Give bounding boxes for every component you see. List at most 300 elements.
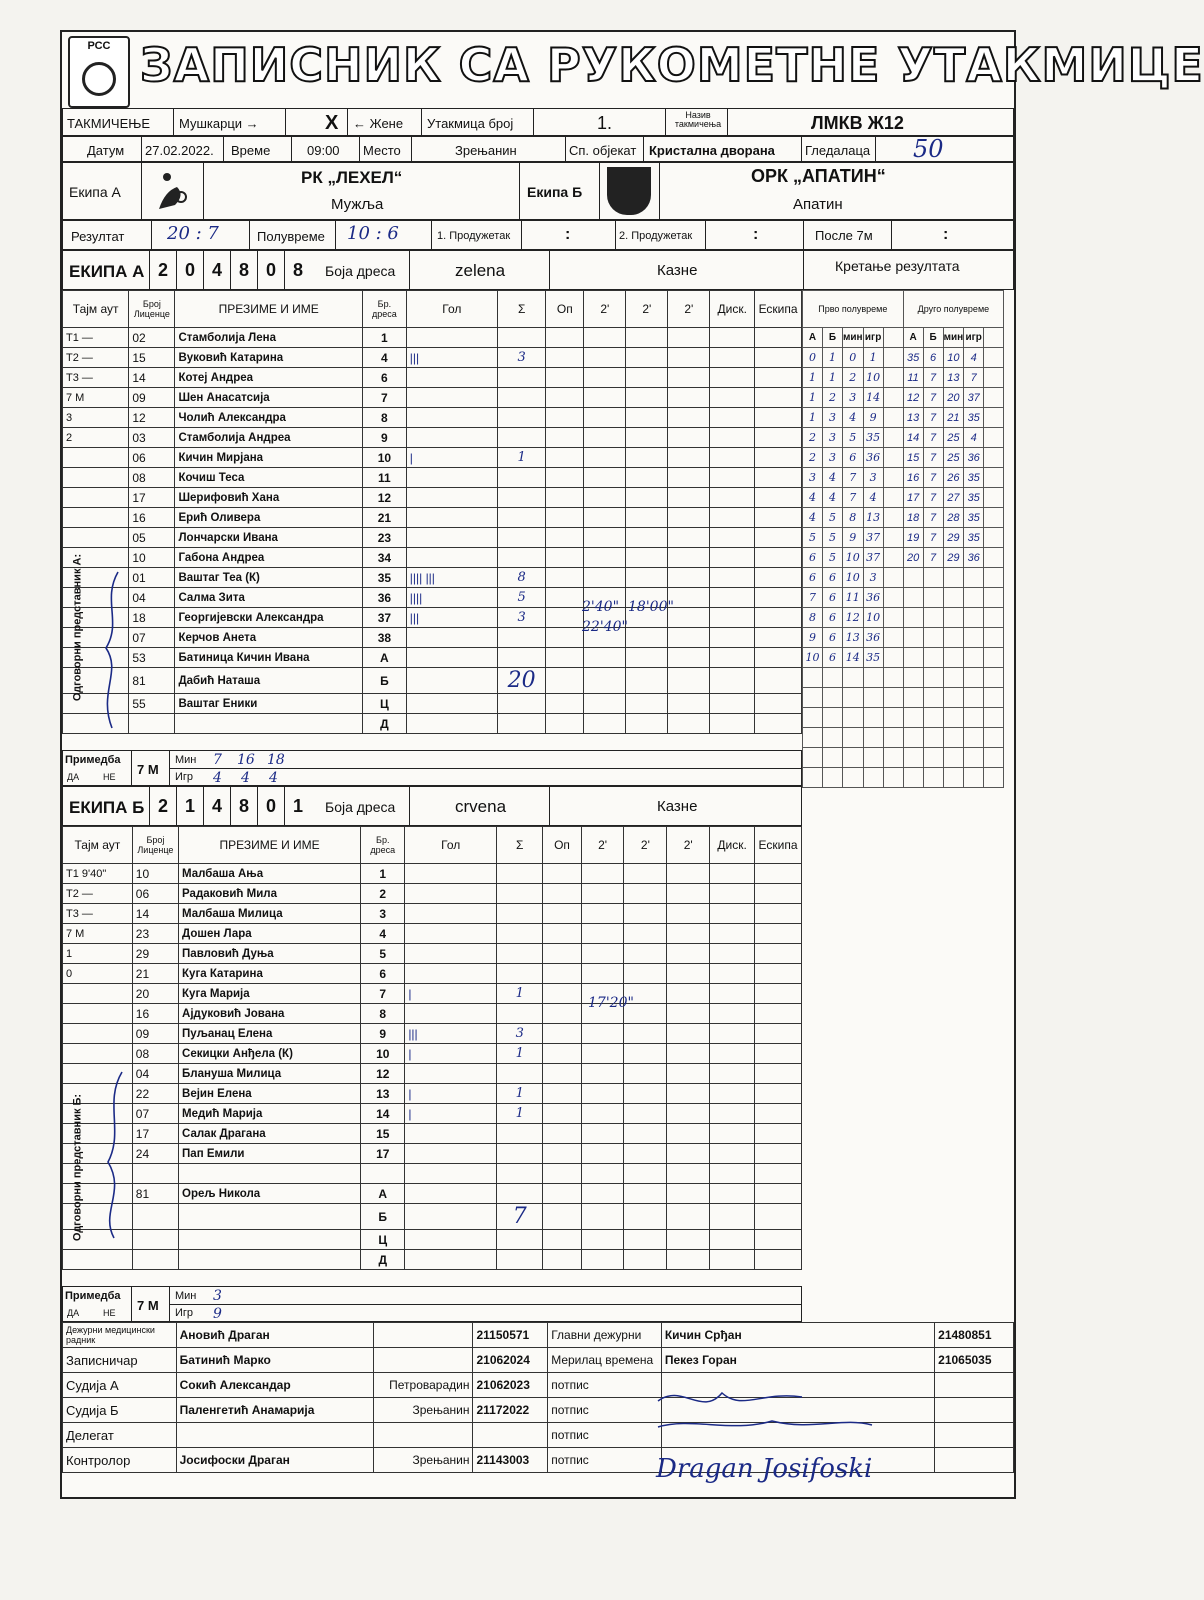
penalty-cell [626,448,668,468]
table-row [63,428,802,448]
jersey-no: 11 [362,468,406,488]
progress-cell: 11 [903,368,923,388]
penalty-cell [755,1184,802,1204]
penalty-cell [624,1064,667,1084]
jersey-no: 1 [362,328,406,348]
penalty-cell [668,608,710,628]
penalty-cell [626,628,668,648]
rep-a-signature [92,552,132,732]
progress-cell: 4 [803,508,823,528]
penalty-cell [755,1204,802,1230]
goal-sum [497,428,545,448]
progress-label: Кретање резултата [835,258,960,274]
note-b-label: Примедба [65,1290,121,1302]
penalty-cell [710,1250,755,1270]
penalty-cell [546,694,584,714]
official-role2: потпис [548,1373,662,1398]
timeout-cell: 7 M [63,924,133,944]
progress-cell: 29 [943,528,964,548]
licence-cell: 04 [129,588,175,608]
penalty-cell [667,1204,710,1230]
official-role2: потпис [548,1423,662,1448]
progress-cell: 6 [803,548,823,568]
goal-tally [406,508,497,528]
penalty-cell [755,508,802,528]
min-a-label: Мин [175,754,197,766]
table-row [63,368,802,388]
penalty-cell [667,884,710,904]
penalty-cell [546,588,584,608]
penalty-cell [546,548,584,568]
penalty-cell [710,488,755,508]
jersey-no: Б [361,1204,405,1230]
penalty-cell [668,588,710,608]
table-row [63,904,802,924]
penalty-cell [546,528,584,548]
penalty-cell [584,328,626,348]
penalty-cell [710,508,755,528]
progress-cell [823,768,843,788]
player-name: Малбаша Ања [179,864,361,884]
progress-cell: 6 [823,628,843,648]
licence-cell: 02 [129,328,175,348]
table-row [63,528,802,548]
penalty-cell [546,408,584,428]
player-name: Лончарски Ивана [175,528,363,548]
goal-sum [497,388,545,408]
jersey-no: 17 [361,1144,405,1164]
penalty-cell [543,944,581,964]
team-a-note [62,750,802,786]
goal-sum [497,694,545,714]
penalty-cell [755,944,802,964]
table-row [63,944,802,964]
player-name: Ваштаг Теа (К) [175,568,363,588]
progress-cell: 37 [863,548,883,568]
progress-cell: 3 [823,428,843,448]
table-row [63,1250,802,1270]
progress-cell [984,348,1004,368]
jersey-no: 37 [362,608,406,628]
progress-cell: 14 [863,388,883,408]
progress-cell [923,728,943,748]
timeout-cell: 2 [63,428,129,448]
penalty-cell [668,328,710,348]
goal-tally [405,924,497,944]
progress-cell [803,768,823,788]
progress-row [803,748,1004,768]
player-name: Шен Анасатсија [175,388,363,408]
penalty-cell [543,1250,581,1270]
team-a-code-digit: 0 [257,251,284,289]
penalty-cell [667,1004,710,1024]
penalty-cell [755,388,802,408]
progress-cell [903,668,923,688]
penalty-cell [581,944,624,964]
progress-cell [943,568,964,588]
seven-m-b: 7 М [137,1298,159,1313]
progress-row [803,728,1004,748]
goal-tally [406,714,497,734]
progress-cell [843,748,864,768]
progress-cell [984,728,1004,748]
igr-b-label: Игр [175,1307,194,1319]
player-name: Салак Драгана [179,1124,361,1144]
progress-cell: 36 [964,548,984,568]
penalty-cell [755,628,802,648]
progress-cell [823,708,843,728]
progress-cell [883,568,903,588]
progress-cell [883,768,903,788]
licence-cell: 08 [132,1044,178,1064]
jersey-no: Д [362,714,406,734]
table-row [63,588,802,608]
licence-cell: 55 [129,694,175,714]
penalty-cell [710,1044,755,1064]
penalty-cell [667,1084,710,1104]
progress-cell: 7 [923,508,943,528]
penalty-cell [624,1084,667,1104]
progress-cell: 13 [843,628,864,648]
penalty-cell [668,648,710,668]
place: Зрењанин [455,143,517,158]
min-b-1: 3 [213,1288,222,1304]
progress-cell [843,708,864,728]
penalty-cell [581,904,624,924]
goal-tally: | [405,984,497,1004]
penalty-cell [710,694,755,714]
team-b-code-digit: 8 [230,787,257,825]
penalty-cell [755,904,802,924]
timeout-cell: 1 [63,944,133,964]
progress-cell: 6 [823,608,843,628]
page-title: ЗАПИСНИК СА РУКОМЕТНЕ УТАКМИЦЕ [140,38,1204,92]
result-value: 20 : 7 [167,223,219,244]
progress-cell [883,628,903,648]
official-role2: потпис [548,1398,662,1423]
igr-a-2: 4 [241,770,250,786]
goal-sum [497,904,543,924]
penalty-cell [668,628,710,648]
progress-cell: 1 [803,388,823,408]
goal-sum [497,1164,543,1184]
table-row [63,1084,802,1104]
penalty-cell [543,1144,581,1164]
goal-sum [497,508,545,528]
penalty-cell [626,348,668,368]
note-a-label: Примедба [65,754,121,766]
player-name: Пап Емили [179,1144,361,1164]
jersey-no: 7 [361,984,405,1004]
jersey-no: 21 [362,508,406,528]
penalty-cell [584,348,626,368]
progress-cell [923,608,943,628]
jersey-b-label: Боја дреса [325,799,396,815]
penalty-cell [546,468,584,488]
goal-sum [497,328,545,348]
progress-cell: 7 [843,468,864,488]
penalty-cell [581,1024,624,1044]
progress-cell: 7 [923,488,943,508]
penalty-cell [667,924,710,944]
penalty-cell [584,568,626,588]
penalty-cell [710,428,755,448]
progress-cell [803,728,823,748]
place-label: Место [363,143,401,158]
progress-cell [984,528,1004,548]
penalty-cell [710,368,755,388]
progress-cell [923,568,943,588]
progress-cell: 18 [903,508,923,528]
table-row [63,408,802,428]
table-row [63,714,802,734]
team-a-code [149,251,311,289]
penalty-cell [626,508,668,528]
team-a-code-digit: 2 [149,251,176,289]
jersey-a-label: Боја дреса [325,263,396,279]
penalty-cell [710,468,755,488]
penalty-cell [755,984,802,1004]
rep-b-label: Одговорни представник Б: [71,1093,84,1242]
table-row [63,1204,802,1230]
progress-col: Б [823,328,843,348]
progress-cell [883,688,903,708]
table-row [63,488,802,508]
progress-cell: 26 [943,468,964,488]
table-row [63,1164,802,1184]
penalty-cell [624,1230,667,1250]
progress-cell: 7 [803,588,823,608]
progress-cell: 12 [903,388,923,408]
rep-a-label: Одговорни представник А: [71,553,84,702]
penalty-cell [624,1184,667,1204]
progress-row [803,548,1004,568]
timeout-cell: T3 — [63,904,133,924]
team-a-section-label: ЕКИПА А [69,262,145,281]
team-b-code-digit: 0 [257,787,284,825]
goal-sum [497,1184,543,1204]
penalty-cell [546,668,584,694]
goal-tally [405,1184,497,1204]
player-name: Стамболија Андреа [175,428,363,448]
penalty-cell [668,348,710,368]
player-name: Павловић Дуња [179,944,361,964]
progress-cell: 7 [923,408,943,428]
jersey-no: 7 [362,388,406,408]
goal-tally [405,884,497,904]
progress-cell: 6 [923,348,943,368]
progress-row [803,668,1004,688]
progress-cell: 4 [863,488,883,508]
goal-sum: 3 [497,1024,543,1044]
penalty-cell [755,608,802,628]
penalty-cell [668,508,710,528]
penalty-cell [710,1184,755,1204]
penalty-cell [710,408,755,428]
goal-sum [497,864,543,884]
penalty-cell [584,528,626,548]
progress-cell: 21 [943,408,964,428]
progress-cell [903,628,923,648]
penalty-cell [755,1124,802,1144]
official-city: Зрењанин [374,1448,473,1473]
timeout-cell: T1 9'40" [63,864,133,884]
penalty-cell [667,1250,710,1270]
jersey-no: А [362,648,406,668]
progress-cell: 8 [843,508,864,528]
penalty-cell [667,944,710,964]
penalty-cell [624,924,667,944]
competition-label: ТАКМИЧЕЊЕ [67,116,151,131]
progress-cell [803,688,823,708]
goal-tally [405,1004,497,1024]
penalty-cell [755,1230,802,1250]
official-name2: Пекез Горан [661,1348,934,1373]
progress-cell [883,428,903,448]
player-name: Дошен Лара [179,924,361,944]
penalty-36-1: 22'40" [582,619,628,635]
penalty-cell [624,1124,667,1144]
player-name [179,1250,361,1270]
penalty-cell [710,528,755,548]
progress-cell [863,728,883,748]
progress-cell [984,388,1004,408]
penalty-cell [710,904,755,924]
comp-name-label: Назив такмичења [674,110,722,129]
team-a-name: РК „ЛЕХЕЛ“ [301,168,403,187]
goal-tally [406,528,497,548]
penalty-cell [710,1204,755,1230]
goal-sum: 1 [497,1104,543,1124]
table-row [63,694,802,714]
player-name: Батиница Кичин Ивана [175,648,363,668]
progress-cell [863,668,883,688]
penalty-cell [581,864,624,884]
penalty-cell [668,694,710,714]
progress-cell [943,608,964,628]
penalty-cell [668,368,710,388]
table-row [63,1004,802,1024]
penalties-a-label: Казне [657,262,698,279]
min-b-label: Мин [175,1290,197,1302]
progress-row [803,508,1004,528]
goal-sum [497,368,545,388]
progress-cell [883,508,903,528]
igr-a-label: Игр [175,771,194,783]
team-a-code-digit: 4 [203,251,230,289]
progress-cell [943,688,964,708]
official-row [63,1348,1014,1373]
penalty-cell [546,648,584,668]
women-label: ← Жене [353,116,404,131]
goal-tally [405,904,497,924]
jersey-a-value: zelena [455,261,506,280]
licence-cell: 03 [129,428,175,448]
goal-tally [405,1250,497,1270]
comp-name: ЛМКВ Ж12 [811,113,904,133]
penalty-cell [755,548,802,568]
venue: Кристална дворана [649,143,775,158]
progress-row [803,488,1004,508]
progress-cell [943,728,964,748]
player-name: Чолић Александра [175,408,363,428]
progress-cell [984,408,1004,428]
ot2-label: 2. Продужетак [619,230,693,242]
penalty-cell [626,428,668,448]
goal-tally: |||| ||| [406,568,497,588]
penalty-cell [581,1144,624,1164]
progress-cell: 13 [903,408,923,428]
player-name: Георгијевски Александра [175,608,363,628]
team-a-header [62,250,1014,290]
goal-tally: ||| [406,348,497,368]
progress-cell [943,668,964,688]
licence-cell: 06 [132,884,178,904]
col-sum: Σ [497,827,543,864]
official-city [374,1348,473,1373]
official-role: Записничар [63,1348,177,1373]
time: 09:00 [307,143,340,158]
penalty-cell [710,1084,755,1104]
goal-sum [497,944,543,964]
half-value: 10 : 6 [347,223,399,244]
progress-row [803,428,1004,448]
timeout-cell [63,508,129,528]
goal-sum [497,548,545,568]
progress-cell [984,508,1004,528]
licence-cell: 09 [132,1024,178,1044]
official-name2: Кичин Срђан [661,1323,934,1348]
penalty-cell [755,964,802,984]
penalty-cell [584,508,626,528]
goal-tally [406,368,497,388]
progress-cell [984,768,1004,788]
goal-sum: 1 [497,448,545,468]
official-name: Анoвић Драган [176,1323,374,1348]
penalty-cell [624,904,667,924]
col-licence: Број Лиценце [129,291,175,328]
penalty-cell [581,1044,624,1064]
goal-sum [497,1250,543,1270]
penalty-cell [581,884,624,904]
penalty-cell [668,568,710,588]
progress-cell: 15 [903,448,923,468]
progress-cell: 10 [803,648,823,668]
penalty-cell [581,1084,624,1104]
official-city: Петроварадин [374,1373,473,1398]
penalty-cell [755,1084,802,1104]
licence-cell: 07 [129,628,175,648]
penalty-cell [710,328,755,348]
jersey-no: 12 [361,1064,405,1084]
progress-cell: 9 [843,528,864,548]
progress-cell [883,468,903,488]
official-name: Батинић Марко [176,1348,374,1373]
progress-halves-row [803,291,1004,328]
penalty-cell [546,508,584,528]
licence-cell: 10 [132,864,178,884]
ot2-value: : [753,226,759,243]
progress-row [803,608,1004,628]
penalty-cell [543,984,581,1004]
col-excl: Ескипа [755,291,802,328]
progress-cell [984,688,1004,708]
player-name: Кичин Мирјана [175,448,363,468]
penalty-cell [668,408,710,428]
licence-cell: 12 [129,408,175,428]
progress-cell [843,668,864,688]
penalty-cell [755,408,802,428]
